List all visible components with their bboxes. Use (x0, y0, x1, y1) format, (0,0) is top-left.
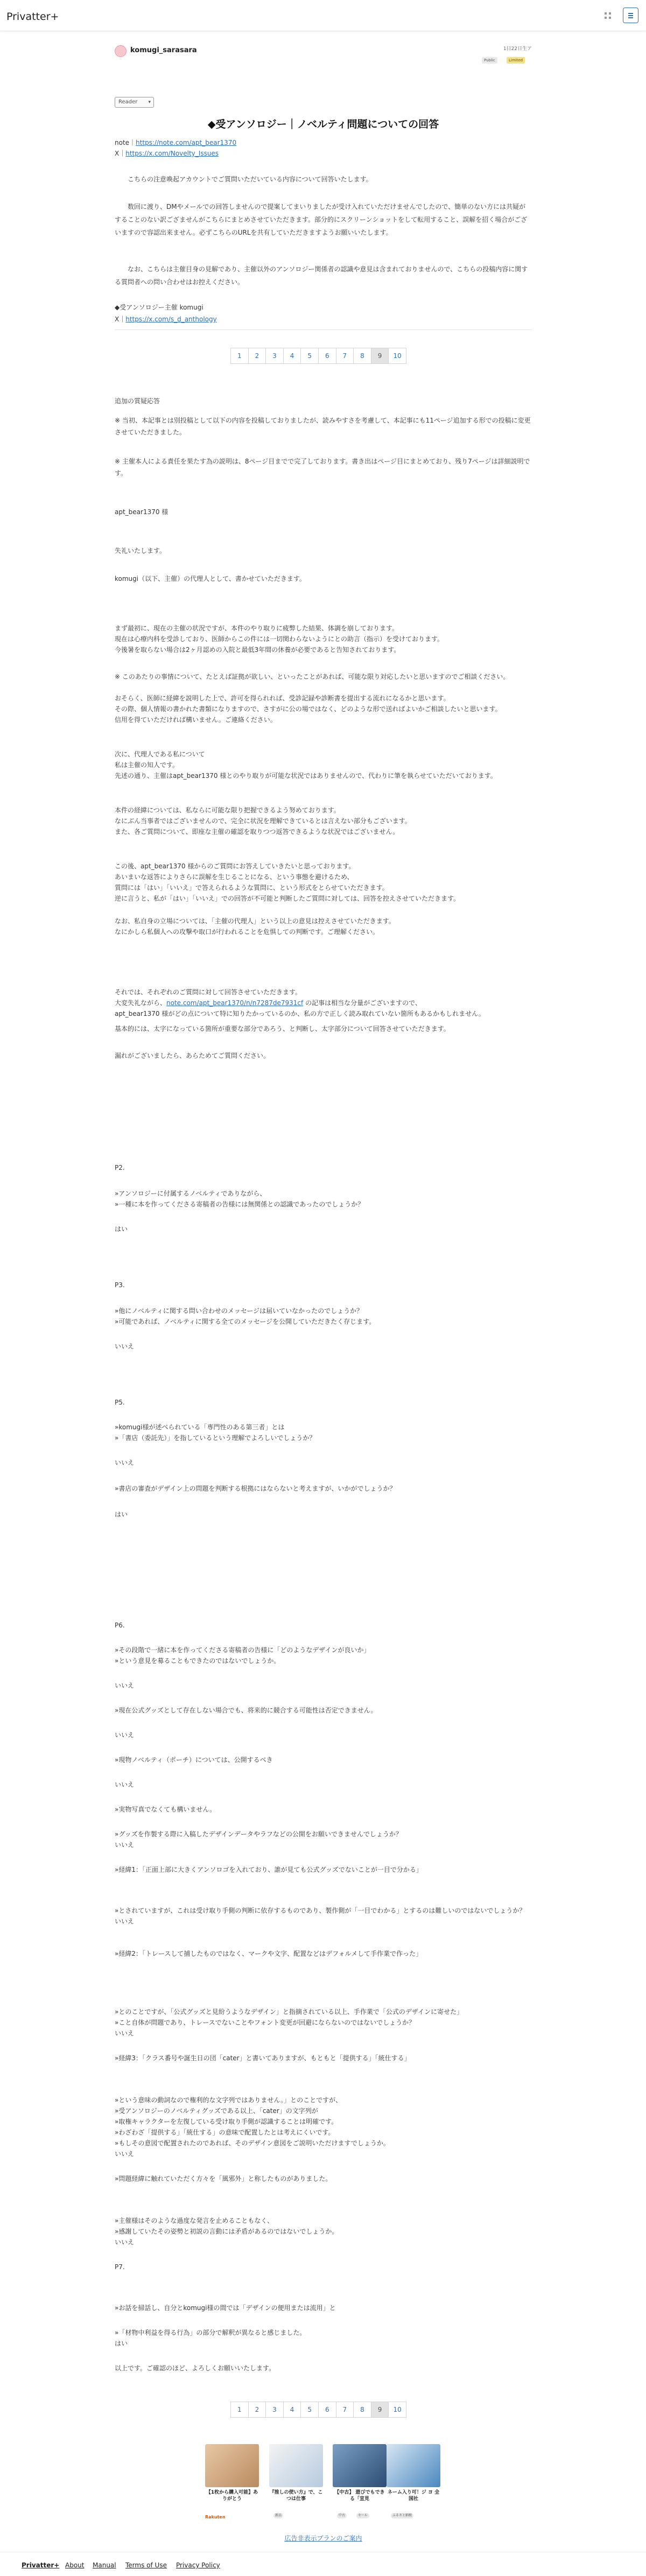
page-link-5[interactable]: 5 (300, 348, 319, 364)
body-line: komugi（以下、主催）の代理人として、書かせていただきます。 (115, 575, 306, 582)
page-link-4[interactable]: 4 (283, 348, 301, 364)
intro-paragraph: こちらの注意喚起アカウントでご質問いただいている内容について回答いたします。 (128, 176, 373, 183)
reader-label: Reader (118, 99, 138, 105)
page-link-7[interactable]: 7 (336, 348, 354, 364)
signature-line: ◆受アンソロジー主催 komugi (115, 304, 203, 311)
recommend-card[interactable] (205, 2444, 259, 2525)
body-line: »こと自体が問題であり、トレースでないことやフォント変更が回避にならないのではないでしょうか？ (115, 2019, 416, 2026)
body-line: おそらく、医師に経緯を説明した上で、許可を得られれば、受診記録や診断書を提出する流れになるかと思います。 (115, 694, 450, 702)
body-line: »一種に本を作ってくださる寄稿者の告様には無関係との認識であったのでしょうか？ (115, 1201, 364, 1208)
page-link-10[interactable]: 10 (388, 2402, 406, 2418)
page-link-6[interactable]: 6 (318, 2402, 336, 2418)
body-line: 私は主催の知人です。 (115, 761, 179, 769)
rakuten-logo: Rakuten (205, 2515, 226, 2519)
page-link-2[interactable]: 2 (248, 2402, 266, 2418)
body-line: »現在公式グッズとして存在しない場合でも、将来的に競合する可能性は否定できません。 (115, 1707, 377, 1714)
post-datetime: 1日22日生ア (503, 46, 532, 52)
body-line: »とされていますが、これは受け取り手側の判断に依存するものであり、製作側が「一目でわかる」とするのは難しいのではないでしょうか？ (115, 1907, 526, 1914)
recommend-title: 【1枚から購入可能】ありがとう (206, 2490, 258, 2502)
recommend-pill: 新品 (273, 2513, 283, 2518)
section-marker: P3. (115, 1281, 125, 1289)
post-title: ◆受アンソロジー｜ノベルティ問題についての回答 (207, 118, 439, 130)
x-line: X｜https://x.com/Novelty_Issues (115, 150, 219, 157)
body-line: また、各ご質問について、即座な主催の確認を取りつつ返答できるような状況ではございません。 (115, 828, 399, 836)
body-line: »わざわざ「提供する」「統仕する」の意味で配置したとは考えにくいです。 (115, 2129, 335, 2136)
body-line: »経緯3：「クラス番号や誕生日の団「cater」と書いてありますが、もともと「提供する」「統仕する」 (115, 2054, 411, 2062)
author-name[interactable]: komugi_sarasara (130, 46, 197, 54)
body-note-link[interactable]: note.com/apt_bear1370/n/n7287de7931cf (166, 999, 304, 1007)
page-link-10[interactable]: 10 (388, 348, 406, 364)
answer-text: いいえ (115, 1841, 135, 1849)
body-line: »可能であれば、ノベルティに関する全てのメッセージを公開していただきたく存じます。 (115, 1318, 376, 1325)
body-line: »経緯2：「トレースして捕したものではなく、マークや文字、配置などはデフォルメして手作業で作った」 (115, 1950, 423, 1957)
page-link-5[interactable]: 5 (300, 2402, 319, 2418)
recommend-thumbnail (269, 2444, 323, 2487)
recommend-pill: 中古 (337, 2513, 347, 2518)
section-marker: P2. (115, 1164, 125, 1171)
answer-text: いいえ (115, 1731, 135, 1739)
body-line: この後、apt_bear1370 様からのご質問にお答えしていきたいと思っております。 (115, 862, 355, 870)
recommend-thumbnail (387, 2444, 440, 2487)
recommend-pill: セール (356, 2513, 369, 2518)
body-line: 今後暑を取らない場合は2ヶ月認めの入院と最低3年間の休養が必要であると告知されております。 (115, 646, 401, 654)
body-line: »という意見を募ることもできたのではないでしょうか。 (115, 1657, 280, 1665)
answer-text: いいえ (115, 2238, 135, 2246)
body-line: 先述の通り、主催はapt_bear1370 様とのやり取りが可能な状況ではありませんので、代わりに筆を執らせていただいております。 (115, 772, 497, 780)
recommend-thumbnail (205, 2444, 259, 2487)
answer-text: いいえ (115, 2150, 135, 2158)
recommend-card[interactable] (269, 2444, 323, 2525)
body-line: あいまいな返答によりさらに誤解を生じることになる、という事態を避けるため、 (115, 873, 354, 881)
recommend-card[interactable] (387, 2444, 440, 2525)
app-brand-link[interactable]: Privatter+ (6, 11, 59, 23)
body-line: 基本的には、太字になっている箇所が重要な部分であろう、と判断し、太字部分について回答させていただきます。 (115, 1025, 450, 1033)
answer-text: はい (115, 2340, 128, 2347)
body-line: »他にノベルティに関する問い合わせのメッセージは届いていなかったのでしょうか？ (115, 1307, 363, 1315)
page-link-1[interactable]: 1 (230, 2402, 249, 2418)
page-link-8[interactable]: 8 (353, 2402, 371, 2418)
limited-badge: Limited (507, 57, 525, 64)
footer (0, 2552, 646, 2576)
recommend-pill: ふるさと納税 (391, 2513, 413, 2518)
body-line: ※ このあたりの事情について、たとえば証拠が欲しい、といったことがあれば、可能な限り対応したいと思いますのでご相談ください。 (115, 673, 510, 680)
body-line: »実物写真でなくても構いません。 (115, 1806, 216, 1813)
body-line: apt_bear1370 様 (115, 508, 168, 516)
body-line: »その段階で一緒に本を作ってくださる寄稿者の告様に「どのようなデザインが良いか」 (115, 1646, 370, 1654)
answer-text: いいえ (115, 1459, 135, 1466)
recommend-title: 【中古】 遊びでもできる「宣見 (334, 2490, 385, 2502)
body-line: 失礼いたします。 (115, 547, 166, 554)
body-line: 次に、代理人である私について (115, 750, 205, 758)
body-line: »経緯1：「正面上部に大きくアンソロゴを入れており、誰が見ても公式グッズでないことが一目で分かる」 (115, 1866, 423, 1873)
body-line: なお、私自身の立場については、「主催の代理人」という以上の意見は控えさせていただきます。 (115, 917, 395, 925)
page-link-7[interactable]: 7 (336, 2402, 354, 2418)
body-line: 逆に言うと、私が「はい」「いいえ」での回答が不可能と判断したご質問に対しては、回答を控えさせていただきます。 (115, 895, 460, 902)
body-line: apt_bear1370 様がどの点について特に知りたかっているのか、私の方で正しく読み取れていない箇所もあるかもしれません。 (115, 1010, 485, 1017)
section-marker: P7. (115, 2263, 125, 2271)
body-line: »主催様はそのような過度な発言を止めることもなく、 (115, 2217, 274, 2224)
body-line: 質問には「はい」「いいえ」で答えられるような質問に、という形式をとらせていただきます。 (115, 884, 389, 892)
answer-text: いいえ (115, 1343, 135, 1350)
body-line: なにかしら私個人への攻撃や取口が行われることを危惧しての判断です。ご理解ください。 (115, 928, 380, 936)
recommend-thumbnail (333, 2444, 387, 2487)
divider (115, 329, 532, 330)
body-line: »もしその意図で配置されたのであれば、そのデザイン意図をご説明いただけますでしょうか。 (115, 2139, 390, 2147)
recommend-title: 『推しの使い方』で、こつは仕事 (269, 2490, 323, 2502)
section-marker: P6. (115, 1622, 125, 1629)
top-navbar (0, 0, 646, 31)
answer-text: いいえ (115, 1781, 135, 1788)
intro-paragraph: 数回に渡り、DMやメールでの回答しませんので提案してまいりましたが受け入れていただけませんでしたので、簡単のない方には共疑がすることのない訳ござませんがこちらにまとめさせていただきます。部分的にスクリーンショットをして転用すること、誤解を招く場合がございますので容認出来ません。必ずこちらのURLを共有していただきますようお願いいたします。 (115, 203, 528, 236)
body-line: »書店の審査がデザイン上の問題を判断する根拠にはならないと考えますが、いかがでしょうか？ (115, 1485, 396, 1492)
page-link-6[interactable]: 6 (318, 348, 336, 364)
page-link-3[interactable]: 3 (265, 348, 284, 364)
footer-link-manual[interactable]: Manual (93, 2561, 116, 2569)
public-badge: Public (482, 57, 497, 64)
avatar[interactable] (115, 45, 127, 57)
body-line: 信用を得ていただければ構いません。ご連絡ください。 (115, 716, 277, 724)
body-line: »とのことですが、「公式グッズと見紛うようなデザイン」と指摘されている以上、手作業で「公式のデザインに寄せた」 (115, 2008, 464, 2016)
body-line: »という意味の動詞なので権利的な文字列ではありません。」とのことですが、 (115, 2096, 342, 2104)
hamburger-icon (628, 13, 633, 14)
body-line: »「書店（委託先）」を指しているという理解でよろしいでしょうか？ (115, 1434, 316, 1442)
body-line: »取権キャラクターを左復している受け取り手側が認識することは明確です。 (115, 2118, 338, 2125)
body-line: »komugi様が述べられている「専門性のある第三者」とは (115, 1423, 285, 1431)
body-line: »グッズを作製する際に入稿したデザインデータやラフなどの公開をお願いできませんでしょうか？ (115, 1830, 402, 1838)
answer-text: はい (115, 1511, 128, 1518)
pagination (230, 348, 406, 364)
footer-brand[interactable]: Privatter+ (22, 2561, 60, 2569)
pagination-bottom (230, 2402, 406, 2418)
body-line: 追加の質疑応答 (115, 397, 160, 405)
body-line: ※ 当初、本記事とは別投稿として以下の内容を投稿しておりましたが、読みやすさを考慮して、本記事にも11ページ追加する形での投稿に変更させていただきました。 (115, 417, 531, 436)
grid-icon[interactable] (605, 12, 611, 19)
menu-button[interactable] (623, 8, 638, 23)
page-link-3[interactable]: 3 (265, 2402, 284, 2418)
answer-text: いいえ (115, 2030, 135, 2037)
note-link[interactable]: https://note.com/apt_bear1370 (136, 139, 237, 146)
body-line: 本件の経緯については、私ならに可能な限り把握できるよう努めております。 (115, 806, 340, 814)
body-line: その際、個人情報の書かれた書類になりますので、さすがに公の場ではなく、どのような形で送ればよいかご相談したいと思います。 (115, 705, 502, 713)
body-line: なにぶん当事者ではございませんので、完全に状況を理解できているとは言えない部分もございます。 (115, 817, 411, 825)
answer-text: いいえ (115, 1918, 135, 1925)
note-line: note｜https://note.com/apt_bear1370 (115, 139, 237, 146)
page-link-2[interactable]: 2 (248, 348, 266, 364)
body-line: »「材物中利益を得る行為」の部分で解釈が異なると感じました。 (115, 2329, 306, 2336)
body-line: 大変失礼ながら、note.com/apt_bear1370/n/n7287de7931cf の記事は相当な分量がございますので、 (115, 999, 422, 1007)
body-line: »アンソロジーに付属するノベルティでありながら、 (115, 1190, 266, 1197)
answer-text: いいえ (115, 1682, 135, 1689)
x-link[interactable]: https://x.com/Novelty_Issues (125, 150, 219, 157)
section-marker: P5. (115, 1399, 125, 1406)
body-line: まず最初に、現在の主催の状況ですが、本件のやり取りに疲弊した結果、体調を崩しております。 (115, 624, 399, 632)
signature-x-link[interactable]: https://x.com/s_d_anthology (125, 315, 217, 323)
recommend-title: ネーム入り可！ジ ヨ 全国社 (387, 2490, 440, 2502)
page-link-1[interactable]: 1 (230, 348, 249, 364)
footer-link-terms[interactable]: Terms of Use (125, 2561, 167, 2569)
ad-free-plan-link[interactable]: 広告非表示プランのご案内 (284, 2535, 362, 2542)
body-line: »感謝していたその姿勢と初説の言動には矛盾があるのではないでしょうか。 (115, 2228, 339, 2235)
body-line: »問題経緯に触れていただく方々を「風邪外」と称したものがありました。 (115, 2175, 332, 2182)
chevron-down-icon: ▾ (148, 100, 151, 105)
signature-x-line: X｜https://x.com/s_d_anthology (115, 315, 217, 323)
intro-paragraph: なお、こちらは主催目身の見解であり、主催以外のアンソロジー関係者の認識や意見は含まれておりませんので、こちらの投稿内容に関する質問者への問い合わせはお控えください。 (115, 265, 528, 286)
recommend-card[interactable] (333, 2444, 387, 2525)
footer-link-privacy[interactable]: Privacy Policy (176, 2561, 220, 2569)
footer-link-about[interactable]: About (65, 2561, 85, 2569)
body-line: »受アンソロジーのノベルティグッズである以上、「cater」の文字列が (115, 2107, 318, 2115)
body-line: »お話を掃話し、自分とkomugi様の間では「デザインの便用または流用」と (115, 2304, 336, 2312)
page-link-9[interactable]: 9 (371, 348, 389, 364)
body-line: 以上です。ご確認のほど、よろしくお願いいたします。 (115, 2364, 276, 2372)
body-line: 漏れがございましたら、あらためてご質問ください。 (115, 1052, 270, 1059)
body-line: 現在は心療内科を受診しており、医師からこの件には一切関わらないようにとの助言（指示）を受けております。 (115, 635, 444, 643)
page-link-4[interactable]: 4 (283, 2402, 301, 2418)
reader-mode-select[interactable] (115, 97, 154, 108)
body-line: »現物ノベルティ（ポーチ）については、公開するべき (115, 1756, 273, 1764)
page-link-9[interactable]: 9 (371, 2402, 389, 2418)
page-link-8[interactable]: 8 (353, 348, 371, 364)
body-line: それでは、それぞれのご質問に対して回答させていただきます。 (115, 988, 302, 996)
body-line: ※ 主催本人による責任を果たす為の説明は、8ページ目までで完了しております。書き出はページ目にまとめており、残り7ページは詳細説明です。 (115, 458, 530, 477)
answer-text: はい (115, 1225, 128, 1233)
